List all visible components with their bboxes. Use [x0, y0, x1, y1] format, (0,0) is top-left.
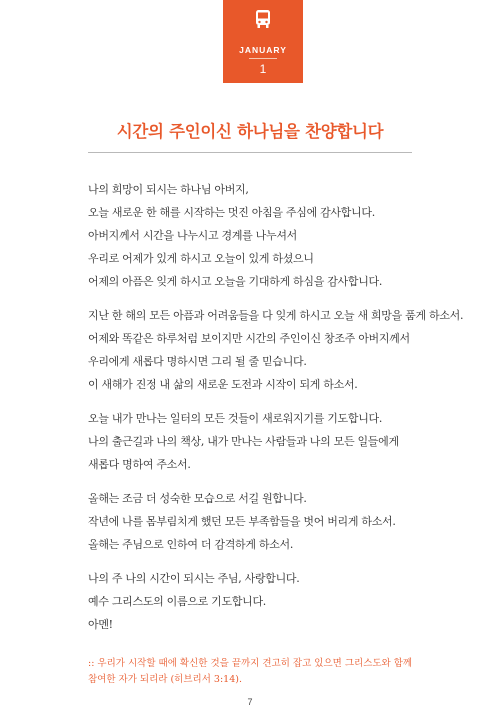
- prayer-line: 올해는 조금 더 성숙한 모습으로 서길 원합니다.: [88, 492, 307, 505]
- prayer-line: 나의 희망이 되시는 하나님 아버지,: [88, 183, 249, 196]
- prayer-stanza: [88, 487, 468, 556]
- prayer-line: 지난 한 해의 모든 아픔과 어려움들을 다 잊게 하시고 오늘 새 희망을 품게 하소서.: [88, 309, 464, 322]
- prayer-line: 아멘!: [88, 618, 113, 631]
- prayer-stanza: [88, 178, 468, 293]
- prayer-line: 새롭다 명하여 주소서.: [88, 458, 191, 471]
- page-number: 7: [247, 697, 253, 707]
- prayer-line: 오늘 새로운 한 해를 시작하는 멋진 아침을 주심에 감사합니다.: [88, 206, 375, 219]
- prayer-line: 예수 그리스도의 이름으로 기도합니다.: [88, 595, 267, 608]
- date-tab: [223, 0, 303, 83]
- prayer-line: 나의 출근길과 나의 책상, 내가 만나는 사람들과 나의 모든 일들에게: [88, 435, 399, 448]
- prayer-line: 이 새해가 진정 내 삶의 새로운 도전과 시작이 되게 하소서.: [88, 378, 358, 391]
- prayer-line: 우리에게 새롭다 명하시면 그리 될 줄 믿습니다.: [88, 355, 307, 368]
- prayer-line: 어제의 아픔은 잊게 하시고 오늘을 기대하게 하심을 감사합니다.: [88, 275, 383, 288]
- date-month: JANUARY: [239, 45, 287, 55]
- date-day: 1: [259, 62, 267, 76]
- prayer-line: 나의 주 나의 시간이 되시는 주님, 사랑합니다.: [88, 572, 300, 585]
- prayer-line: 오늘 내가 만나는 일터의 모든 것들이 새로워지기를 기도합니다.: [88, 412, 383, 425]
- date-divider: [249, 58, 277, 59]
- prayer-line: 어제와 똑같은 하루처럼 보이지만 시간의 주인이신 창조주 아버지께서: [88, 332, 410, 345]
- title-divider: [88, 152, 412, 153]
- prayer-body: [88, 178, 468, 647]
- prayer-line: 우리로 어제가 있게 하시고 오늘이 있게 하셨으니: [88, 252, 314, 265]
- prayer-stanza: [88, 567, 468, 636]
- prayer-stanza: [88, 407, 468, 476]
- prayer-line: 작년에 나를 몸부림치게 했던 모든 부족함들을 벗어 버리게 하소서.: [88, 515, 396, 528]
- prayer-line: 올해는 주님으로 인하여 더 감격하게 하소서.: [88, 538, 294, 551]
- prayer-line: 아버지께서 시간을 나누시고 경계를 나누셔서: [88, 229, 297, 242]
- bus-icon: [254, 9, 272, 29]
- page-title: 시간의 주인이신 하나님을 찬양합니다: [116, 122, 384, 141]
- prayer-stanza: [88, 304, 468, 396]
- scripture-footnote: :: 우리가 시작할 때에 확신한 것을 끝까지 견고히 잡고 있으면 그리스도와 함께 참여한 자가 되리라 (히브리서 3:14).: [88, 658, 413, 685]
